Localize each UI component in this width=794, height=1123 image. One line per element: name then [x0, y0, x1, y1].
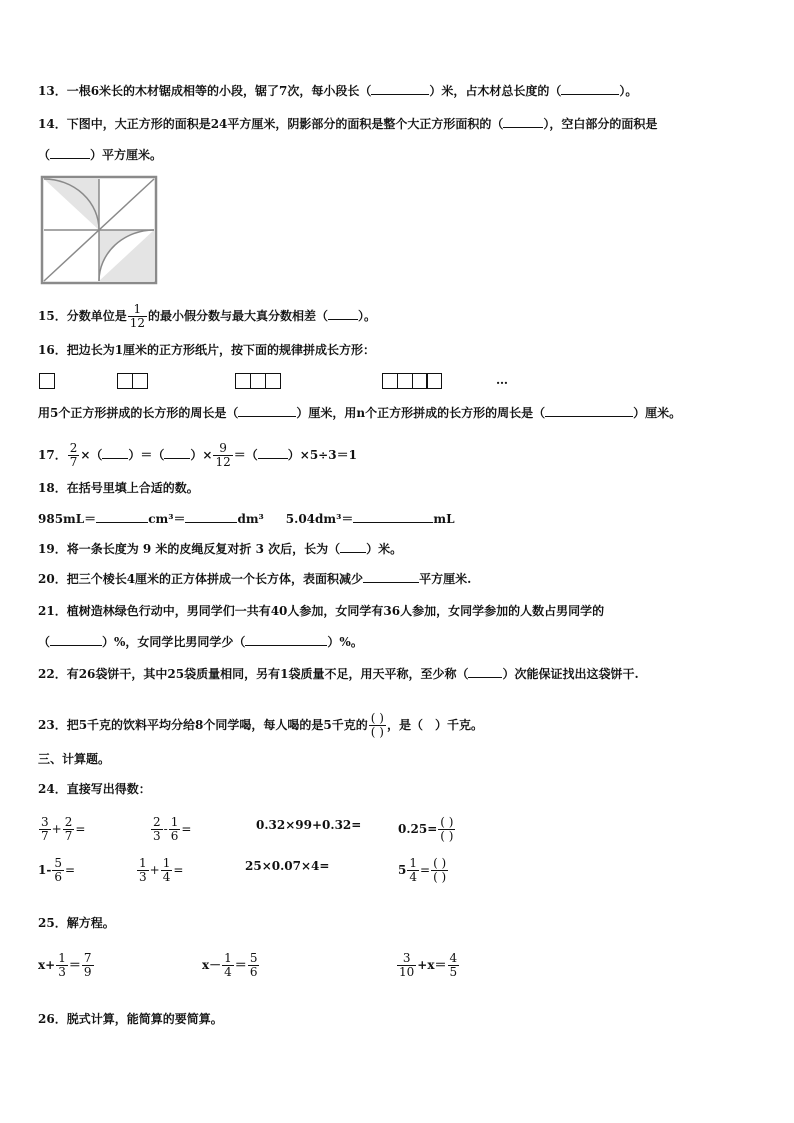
answer-blank[interactable] [371, 83, 429, 95]
question-text: ）米。 [366, 542, 403, 556]
question-text: ）厘米，用n个正方形拼成的长方形的周长是（ [296, 406, 546, 420]
answer-blank[interactable] [50, 634, 102, 646]
equation-3: $\frac{3}{10}$ +x＝ $\frac{4}{5}$ [399, 951, 458, 979]
question-number: 24． [38, 782, 67, 796]
answer-blank[interactable] [328, 308, 358, 320]
calc-2b: $\frac{1}{3}$ + $\frac{1}{4}$ = [139, 856, 184, 884]
question-number: 13． [38, 84, 67, 98]
square-pattern-4 [382, 373, 442, 389]
square-figure [40, 175, 158, 285]
question-text: ），空白部分的面积是 [543, 117, 658, 131]
question-text: ）厘米。 [633, 406, 682, 420]
answer-blank[interactable] [561, 83, 619, 95]
fraction-blank[interactable]: $\frac{( )}{( )}$ [440, 815, 454, 843]
question-text: 把5千克的饮料平均分给8个同学喝，每人喝的是5千克的 [66, 718, 368, 732]
answer-blank[interactable] [258, 447, 288, 459]
answer-blank[interactable] [164, 447, 190, 459]
calc-2d: 5 $\frac{1}{4}$ = $\frac{( )}{( )}$ [398, 856, 447, 884]
answer-blank[interactable] [503, 116, 543, 128]
question-text: 有26袋饼干，其中25袋质量相同，另有1袋质量不足，用天平称，至少称（ [66, 667, 469, 681]
question-21-line2: （ ）%，女同学比男同学少（ ）%。 [38, 635, 363, 649]
answer-blank[interactable] [238, 405, 296, 417]
question-text: 植树造林绿色行动中，男同学们一共有40人参加，女同学有36人参加，女同学参加的人数占男同学的 [66, 604, 605, 618]
question-number: 26． [38, 1012, 67, 1026]
question-number: 17． [38, 448, 67, 462]
question-text: 把边长为1厘米的正方形纸片，按下面的规律拼成长方形： [66, 343, 376, 357]
question-text: 的最小假分数与最大真分数相差（ [148, 309, 329, 323]
question-14-line2 [38, 147, 162, 163]
calc-2c: 25×0.07×4= [245, 859, 330, 873]
question-number: 18． [38, 481, 67, 495]
answer-blank[interactable] [340, 541, 366, 553]
answer-blank[interactable] [185, 511, 237, 523]
question-text: 解方程。 [66, 916, 115, 930]
question-number: 23． [38, 718, 67, 732]
fraction-blank[interactable]: $\frac{( )}{( )}$ [370, 711, 384, 739]
question-19 [38, 541, 402, 557]
answer-blank[interactable] [468, 666, 502, 678]
fraction: $\frac{9}{12}$ [215, 441, 231, 469]
fraction: $\frac{2}{7}$ [69, 441, 78, 469]
question-18 [38, 480, 199, 496]
question-number: 25． [38, 916, 67, 930]
calc-2a: 1- $\frac{5}{6}$ = [38, 856, 76, 884]
square-pattern-3 [235, 373, 281, 389]
question-17: 17． $\frac{2}{7}$ ×（ ）＝（ ）× $\frac{9}{12}$ ＝（ ）×5÷3＝1 [38, 441, 357, 469]
question-number: 22． [38, 667, 67, 681]
question-25 [38, 915, 115, 931]
question-16-line2 [38, 405, 681, 421]
question-24 [38, 781, 151, 797]
answer-blank[interactable] [363, 571, 419, 583]
calc-1b: $\frac{2}{3}$ - $\frac{1}{6}$ = [153, 815, 192, 843]
question-text: 用5个正方形拼成的长方形的周长是（ [38, 406, 239, 420]
question-18-line2: 985mL＝ cm³＝ dm³ 5.04dm³＝ mL [38, 512, 455, 526]
calc-1c: 0.32×99+0.32= [256, 818, 362, 832]
question-text: ）米，占木材总长度的（ [429, 84, 562, 98]
equation-2: x－ $\frac{1}{4}$ ＝ $\frac{5}{6}$ [202, 951, 258, 979]
answer-blank[interactable] [353, 511, 433, 523]
ellipsis: … [496, 373, 508, 387]
question-number: 15． [38, 309, 67, 323]
question-21 [38, 603, 604, 619]
answer-blank[interactable] [545, 405, 633, 417]
question-text: 平方厘米. [419, 572, 472, 586]
question-text: ）次能保证找出这袋饼干. [502, 667, 639, 681]
question-15 [38, 303, 376, 330]
calc-1a: $\frac{3}{7}$ + $\frac{2}{7}$ = [41, 815, 86, 843]
answer-blank[interactable] [96, 511, 148, 523]
fraction: $\frac{1}{12}$ [129, 302, 145, 330]
question-text: 把三个棱长4厘米的正方体拼成一个长方体，表面积减少 [66, 572, 364, 586]
question-text: 将一条长度为 9 米的皮绳反复对折 3 次后，长为（ [66, 542, 341, 556]
section-title: 三、计算题。 [38, 752, 111, 766]
question-text: 直接写出得数： [66, 782, 151, 796]
question-26 [38, 1011, 223, 1027]
question-text: ，是（ ）千克。 [386, 718, 483, 732]
answer-blank[interactable] [102, 447, 128, 459]
question-text: 分数单位是 [66, 309, 127, 323]
question-text: 脱式计算，能简算的要简算。 [66, 1012, 223, 1026]
question-text: （ [38, 148, 51, 162]
fraction-blank[interactable]: $\frac{( )}{( )}$ [433, 856, 447, 884]
answer-blank[interactable] [50, 147, 90, 159]
question-16 [38, 342, 375, 358]
question-text: 在括号里填上合适的数。 [66, 481, 199, 495]
calc-1d: 0.25= $\frac{( )}{( )}$ [398, 815, 454, 843]
question-23 [38, 712, 483, 739]
question-text: 一根6米长的木材锯成相等的小段，锯了7次，每小段长（ [66, 84, 372, 98]
square-pattern-2 [117, 373, 148, 389]
question-text: ）平方厘米。 [90, 148, 163, 162]
square-pattern-1 [39, 373, 55, 389]
question-text: ）。 [358, 309, 377, 323]
question-text: ）。 [619, 84, 638, 98]
question-number: 19． [38, 542, 67, 556]
question-text: 下图中，大正方形的面积是24平方厘米，阴影部分的面积是整个大正方形面积的（ [66, 117, 504, 131]
answer-blank[interactable] [245, 634, 327, 646]
equation-1: x+ $\frac{1}{3}$ ＝ $\frac{7}{9}$ [38, 951, 92, 979]
question-number: 20． [38, 572, 67, 586]
question-14 [38, 116, 657, 132]
question-13 [38, 83, 637, 99]
question-number: 21． [38, 604, 67, 618]
question-22 [38, 666, 639, 682]
question-20 [38, 571, 471, 587]
question-number: 16． [38, 343, 67, 357]
question-number: 14． [38, 117, 67, 131]
